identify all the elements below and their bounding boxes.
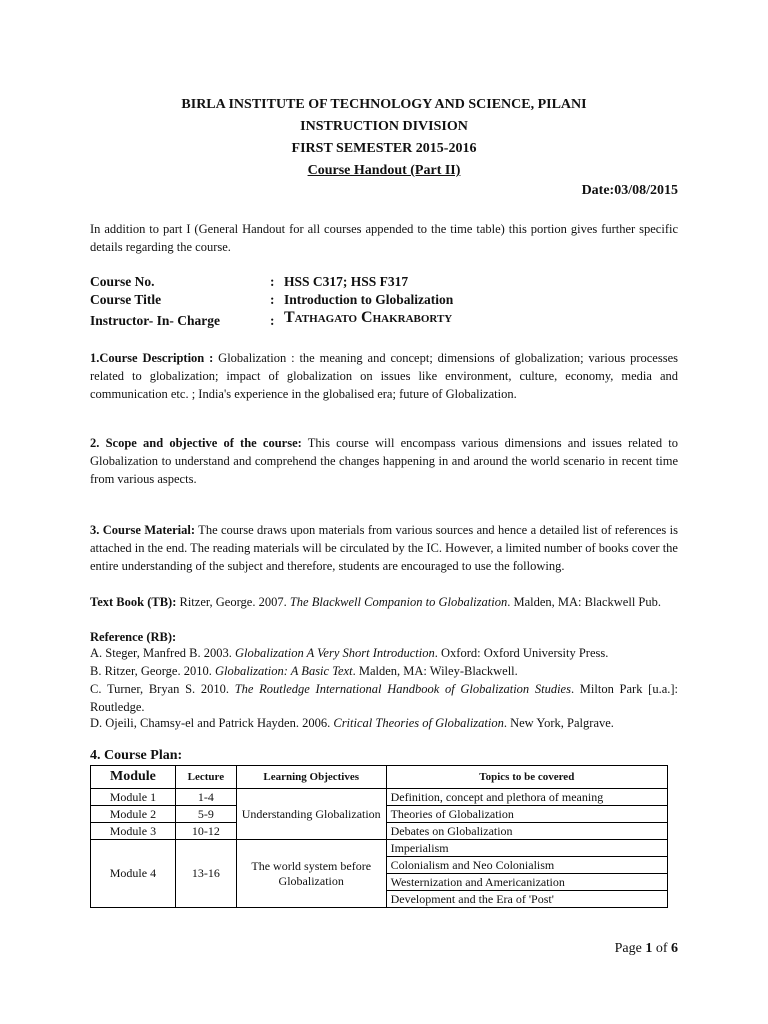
topic-cell: Debates on Globalization [386, 823, 667, 840]
instructor-label: Instructor- In- Charge [90, 313, 220, 328]
reference-item: C. Turner, Bryan S. 2010. The Routledge International Handbook of Globalization Studies. Milton Park [u.a.]: Routledge. [90, 682, 679, 714]
course-title-colon: : [270, 292, 275, 307]
page-number: Page 1 of 6 [614, 941, 678, 956]
handout-title: Course Handout (Part II) [307, 163, 461, 178]
instructor-value: Tathagato Chakraborty [284, 309, 453, 326]
page-total: 6 [671, 941, 678, 956]
description-text: Globalization : the meaning and concept; dimensions of globalization; various processes related to globalization; impact of globalization on issues like environment, culture, economy, media and communication etc. ; India's experience in the globalised era; future of Globalization. [90, 351, 678, 401]
reference-item: B. Ritzer, George. 2010. Globalization: A Basic Text. Malden, MA: Wiley-Blackwell. [90, 664, 518, 678]
course-no-value: HSS C317; HSS F317 [284, 274, 409, 289]
lecture-cell: 1-4 [175, 789, 236, 806]
table-header-row [91, 766, 668, 789]
lecture-cell: 13-16 [175, 840, 236, 908]
scope-objective [90, 434, 678, 488]
intro-paragraph: In addition to part I (General Handout for all courses appended to the time table) this portion gives further specific details regarding the course. [90, 222, 678, 254]
header-topics: Topics to be covered [386, 766, 667, 789]
instructor-colon: : [270, 313, 275, 328]
course-description [90, 349, 678, 403]
topic-cell: Theories of Globalization [386, 806, 667, 823]
course-plan-table [90, 765, 668, 908]
textbook: Text Book (TB): Ritzer, George. 2007. The Blackwell Companion to Globalization. Malden, MA: Blackwell Pub. [90, 595, 662, 609]
course-no-colon: : [270, 274, 275, 289]
topic-cell: Imperialism [386, 840, 667, 857]
module-cell: Module 1 [91, 789, 176, 806]
header-objectives: Learning Objectives [236, 766, 386, 789]
objective-cell: Understanding Globalization [236, 789, 386, 840]
handout-date: Date:03/08/2015 [581, 183, 678, 198]
table-row [91, 789, 668, 806]
scope-heading: 2. Scope and objective of the course: [90, 436, 302, 450]
course-no-label: Course No. [90, 274, 155, 289]
module-cell: Module 2 [91, 806, 176, 823]
page-current: 1 [645, 941, 653, 956]
reference-item: D. Ojeili, Chamsy-el and Patrick Hayden. 2006. Critical Theories of Globalization. New York, Palgrave. [90, 716, 614, 730]
topic-cell: Westernization and Americanization [386, 874, 667, 891]
objective-cell: The world system before Globalization [236, 840, 386, 908]
material-text: The course draws upon materials from various sources and hence a detailed list of references is attached in the end. The reading materials will be circulated by the IC. However, a limited number of books cover the entire understanding of the subject and therefore, students are encouraged to use the following. [90, 523, 678, 573]
course-material [90, 521, 678, 575]
textbook-label: Text Book (TB): [90, 595, 177, 609]
topic-cell: Colonialism and Neo Colonialism [386, 857, 667, 874]
module-cell: Module 4 [91, 840, 176, 908]
course-plan-heading: 4. Course Plan: [90, 748, 183, 763]
course-title-value: Introduction to Globalization [284, 292, 454, 307]
course-title-label: Course Title [90, 292, 162, 307]
scope-text: This course will encompass various dimensions and issues related to Globalization to understand and comprehend the changes happening in and around the world scenario in recent time from various aspects. [90, 436, 678, 486]
header-lecture: Lecture [175, 766, 236, 789]
topic-cell: Development and the Era of 'Post' [386, 891, 667, 908]
material-heading: 3. Course Material: [90, 523, 196, 537]
header-module: Module [91, 766, 176, 789]
textbook-title: The Blackwell Companion to Globalization [289, 595, 508, 609]
division-name: INSTRUCTION DIVISION [300, 119, 468, 134]
lecture-cell: 5-9 [175, 806, 236, 823]
module-cell: Module 3 [91, 823, 176, 840]
topic-cell: Definition, concept and plethora of meaning [386, 789, 667, 806]
table-row [91, 840, 668, 857]
description-heading: 1.Course Description : [90, 351, 214, 365]
institute-name: BIRLA INSTITUTE OF TECHNOLOGY AND SCIENCE, PILANI [181, 97, 587, 112]
semester-title: FIRST SEMESTER 2015-2016 [291, 141, 477, 156]
reference-item: A. Steger, Manfred B. 2003. Globalization A Very Short Introduction. Oxford: Oxford University Press. [90, 646, 609, 660]
lecture-cell: 10-12 [175, 823, 236, 840]
reference-label: Reference (RB): [90, 630, 177, 644]
